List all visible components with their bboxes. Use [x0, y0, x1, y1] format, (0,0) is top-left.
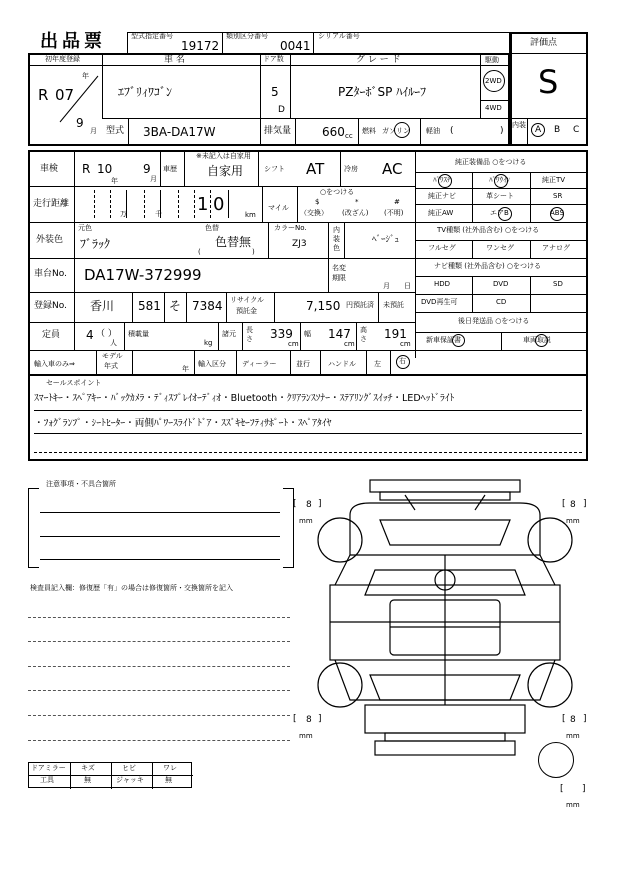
drive-2wd: 2WD	[485, 77, 502, 85]
sales-line-2: ・ﾌｫｸﾞﾗﾝﾌﾟ・ｼｰﾄﾋｰﾀｰ・両側ﾊﾟﾜｰｽﾗｲﾄﾞﾄﾞｱ・ｽｽﾞｷｾｰﾌﾃｨｻﾎﾟｰﾄ・ｽﾍﾟｱﾀｲﾔ	[34, 418, 332, 429]
teiin-unit: 人	[110, 339, 117, 347]
mileage-digit-1: 1	[197, 194, 209, 215]
door-value: 5	[271, 85, 279, 99]
ruibetsu-value: 0041	[280, 39, 311, 53]
shaken-era: R	[82, 162, 91, 176]
import-kubun-label: 輸入区分	[198, 360, 226, 368]
equip-leather: 革シート	[486, 192, 514, 200]
shaken-year-unit: 年	[111, 177, 118, 185]
equip-abs: ABS	[550, 209, 564, 217]
naisou-b: B	[554, 125, 561, 135]
width-value: 147	[328, 327, 351, 341]
disp-value: 660	[322, 125, 345, 139]
serial-label: シリアル番号	[318, 32, 360, 40]
cooler-label: 冷房	[344, 165, 358, 173]
inspector-label: 検査員記入欄：修復歴「有」の場合は修復箇所・交換箇所を記入	[30, 584, 233, 592]
tire-rear-right-value: 8	[570, 715, 576, 725]
sales-line-1: ｽﾏｰﾄｷｰ・ｽﾍﾟｱｷｰ・ﾊﾞｯｸｶﾒﾗ・ﾃﾞｨｽﾌﾟﾚｲｵｰﾃﾞｨｵ・Bluetooth・ｸﾘｱﾗﾝｽｿﾅｰ・ｽﾃｱﾘﾝｸﾞｽｲｯﾁ・LEDﾍｯﾄﾞﾗｲﾄ	[34, 393, 455, 404]
naisou-color-value: ﾍﾞｰｼﾞｭ	[372, 235, 400, 245]
tv-fullseg: フルセグ	[428, 244, 456, 252]
teiin-paren: （ ）	[96, 329, 117, 339]
drive-4wd: 4WD	[485, 104, 502, 112]
navi-hdd: HDD	[434, 280, 451, 288]
koukan-symbol: $	[315, 198, 320, 206]
recycle-label-1: リサイクル	[230, 296, 265, 304]
atohin-manual: 車両取説	[523, 336, 551, 344]
equip-power-steering: ﾊﾟﾜｽﾃ	[433, 176, 451, 184]
shareki-note: ※未記入は自家用	[196, 152, 251, 160]
meihen-month: 月	[383, 282, 390, 290]
equip-header: 純正装備品 ○をつける	[455, 158, 527, 166]
mile-label: マイル	[268, 204, 289, 212]
door-type: D	[278, 105, 285, 115]
recycle-unit: 円預託済	[346, 301, 374, 309]
migi-label: 右	[399, 357, 406, 365]
reg-label: 登録No.	[34, 301, 67, 311]
fuel-label: 燃料	[362, 127, 376, 135]
tv-analog: アナログ	[542, 244, 570, 252]
legend-tools-value: 無	[84, 776, 91, 784]
equip-power-steering-circle	[438, 174, 452, 188]
tire-front-left-value: 8	[306, 500, 312, 510]
shaken-month-unit: 月	[150, 175, 157, 183]
kaizan-label: (改ざん)	[342, 209, 369, 217]
shaken-month: 9	[143, 162, 151, 176]
model-value: 3BA-DA17W	[143, 125, 216, 139]
tire-rear-right-unit: mm	[566, 732, 580, 740]
first-reg-year-unit: 年	[82, 72, 89, 80]
navi-sd: SD	[553, 280, 563, 288]
ruibetsu-label: 類別区分番号	[226, 32, 268, 40]
disp-unit: cc	[345, 132, 353, 140]
first-reg-era: R	[38, 86, 49, 104]
legend-hibi: ヒビ	[122, 764, 136, 772]
color-no-label: カラーNo.	[274, 224, 307, 232]
handle-label: ハンドル	[328, 360, 356, 368]
meihen-label-2: 期限	[332, 274, 346, 282]
navi-dvd-play: DVD再生可	[421, 298, 458, 306]
equip-sr: SR	[553, 192, 563, 200]
model-year-label-2: 年式	[104, 362, 118, 370]
height-label: 高さ	[360, 326, 367, 343]
heikou-label: 並行	[296, 360, 310, 368]
equip-tv: 純正TV	[542, 176, 566, 184]
teiin-value: 4	[86, 328, 94, 342]
naisou-color-label-2: 装	[333, 235, 340, 243]
first-reg-year: 07	[55, 86, 75, 104]
length-label: 長さ	[246, 326, 253, 343]
car-diagram	[310, 475, 580, 775]
kata-label: 型式指定番号	[131, 32, 173, 40]
model-year-unit: 年	[182, 365, 189, 373]
grade-label: グ レ ー ド	[356, 55, 401, 65]
height-value: 191	[384, 327, 407, 341]
hidari-label: 左	[374, 360, 381, 368]
fumei-symbol: #	[394, 198, 400, 206]
km-unit: km	[245, 211, 256, 219]
model-label: 型式	[106, 126, 125, 136]
chassis-value: DA17W-372999	[84, 266, 202, 284]
width-unit: cm	[344, 340, 355, 348]
fuel-value: ガソリン	[382, 127, 410, 135]
length-value: 339	[270, 327, 293, 341]
model-year-label-1: モデル	[102, 352, 123, 360]
shareki-value: 自家用	[207, 164, 244, 178]
reg-area: 香川	[90, 299, 115, 313]
tsukeru-label: ○をつける	[320, 188, 355, 196]
shareki-label: 車歴	[163, 165, 177, 173]
recycle-value: 7,150	[306, 299, 341, 313]
sekisai-label: 積載量	[128, 330, 149, 338]
equip-navi: 純正ナビ	[428, 192, 456, 200]
tire-front-left-unit: mm	[299, 517, 313, 525]
legend-jack-value: 無	[165, 776, 172, 784]
tire-spare-unit: mm	[566, 801, 580, 809]
atohin-warranty: 新車保証書	[426, 336, 461, 344]
drive-label: 駆動	[485, 56, 499, 64]
sheet-title: 出品票	[40, 31, 106, 52]
naisou-label: 内装	[512, 121, 526, 129]
navi-cd: CD	[496, 298, 507, 306]
equip-airbag: エアB	[490, 209, 509, 217]
kata-value: 19172	[181, 39, 220, 53]
equip-power-window: ﾊﾟﾜｳｲﾝ	[489, 176, 510, 184]
sales-label: セールスポイント	[46, 379, 102, 387]
atohin-manual-circle	[535, 334, 548, 347]
grade-value: PZﾀｰﾎﾞSP ﾊｲﾙｰﾌ	[338, 85, 427, 99]
sen-unit: 千	[155, 210, 162, 218]
legend-jack: ジャッキ	[116, 776, 144, 784]
koukan-label: （交換）	[300, 209, 328, 217]
naisou-a: A	[535, 125, 542, 135]
legend-tools: 工具	[40, 776, 54, 784]
fumei-label: (不明)	[384, 209, 404, 217]
kg-unit: kg	[204, 339, 213, 347]
first-reg-month: 9	[76, 116, 84, 130]
man-unit: 万	[120, 210, 127, 218]
tire-front-right-value: 8	[570, 500, 576, 510]
door-label: ドア数	[263, 55, 284, 63]
first-reg-month-unit: 月	[90, 127, 97, 135]
equip-power-window-circle	[494, 174, 508, 188]
car-name-label: 車 名	[164, 55, 185, 65]
reg-class: 581	[138, 299, 161, 313]
meihen-label-1: 名変	[332, 264, 346, 272]
equip-abs-circle	[550, 207, 564, 221]
shikigae-label: 色替	[205, 224, 219, 232]
first-reg-label: 初年度登録	[45, 55, 80, 63]
teiin-label: 定員	[42, 330, 61, 340]
mitaku-label: 未預託	[383, 301, 404, 309]
naisou-color-label-1: 内	[333, 226, 340, 234]
navi-dvd: DVD	[493, 280, 509, 288]
shift-value: AT	[306, 160, 325, 178]
notes-bracket	[28, 488, 294, 568]
cooler-value: AC	[382, 160, 403, 178]
tire-rear-left-value: 8	[306, 715, 312, 725]
meihen-day: 日	[404, 282, 411, 290]
mileage-label: 走行距離	[33, 199, 70, 209]
tv-oneseg: ワンセグ	[486, 244, 514, 252]
width-label: 幅	[304, 330, 311, 338]
moto-label: 元色	[78, 224, 92, 232]
hyouka-label: 評価点	[530, 38, 558, 48]
naisou-c: C	[573, 125, 580, 135]
disp-label: 排気量	[264, 126, 292, 136]
oil-label: 軽油	[426, 127, 440, 135]
shaken-year: 10	[97, 162, 113, 176]
chassis-label: 車台No.	[34, 269, 67, 279]
equip-airbag-circle	[498, 207, 512, 221]
import-label: 輸入車のみ⇒	[34, 360, 75, 368]
notes-label: 注意事項・不具合箇所	[46, 480, 116, 488]
kaizan-symbol: *	[355, 198, 359, 206]
naisou-color-label-3: 色	[333, 244, 340, 252]
legend-door-mirror: ドアミラー	[31, 764, 66, 772]
color-label: 外装色	[36, 235, 64, 245]
equip-aw: 純正AW	[428, 209, 454, 217]
hyouka-value: S	[538, 63, 559, 101]
shaken-label: 車検	[40, 164, 59, 174]
color-no-value: ZJ3	[292, 239, 307, 249]
tire-rear-left-unit: mm	[299, 732, 313, 740]
dealer-label: ディーラー	[242, 360, 277, 368]
sho-label: 諸元	[222, 330, 236, 338]
recycle-label-2: 預託金	[236, 307, 257, 315]
atohin-header: 後日発送品 ○をつける	[458, 317, 530, 325]
spare-tire-icon	[538, 742, 574, 778]
atohin-warranty-circle	[452, 334, 465, 347]
shikigae-value: 色替無	[215, 235, 252, 249]
height-unit: cm	[400, 340, 411, 348]
tire-front-right-unit: mm	[566, 517, 580, 525]
mileage-digit-2: 0	[213, 194, 225, 215]
legend-ware: ワレ	[163, 764, 177, 772]
navi-header: ナビ種類 (社外品含む) ○をつける	[434, 262, 542, 270]
shift-label: シフト	[264, 165, 285, 173]
car-name-value: ｴﾌﾞﾘｨﾜｺﾞﾝ	[118, 85, 173, 99]
legend-kizu: キズ	[81, 764, 95, 772]
length-unit: cm	[288, 340, 299, 348]
reg-num: 7384	[192, 299, 223, 313]
reg-kana: そ	[169, 299, 182, 313]
moto-value: ﾌﾞﾗｯｸ	[80, 237, 111, 251]
tv-header: TV種類 (社外品含む) ○をつける	[437, 226, 540, 234]
